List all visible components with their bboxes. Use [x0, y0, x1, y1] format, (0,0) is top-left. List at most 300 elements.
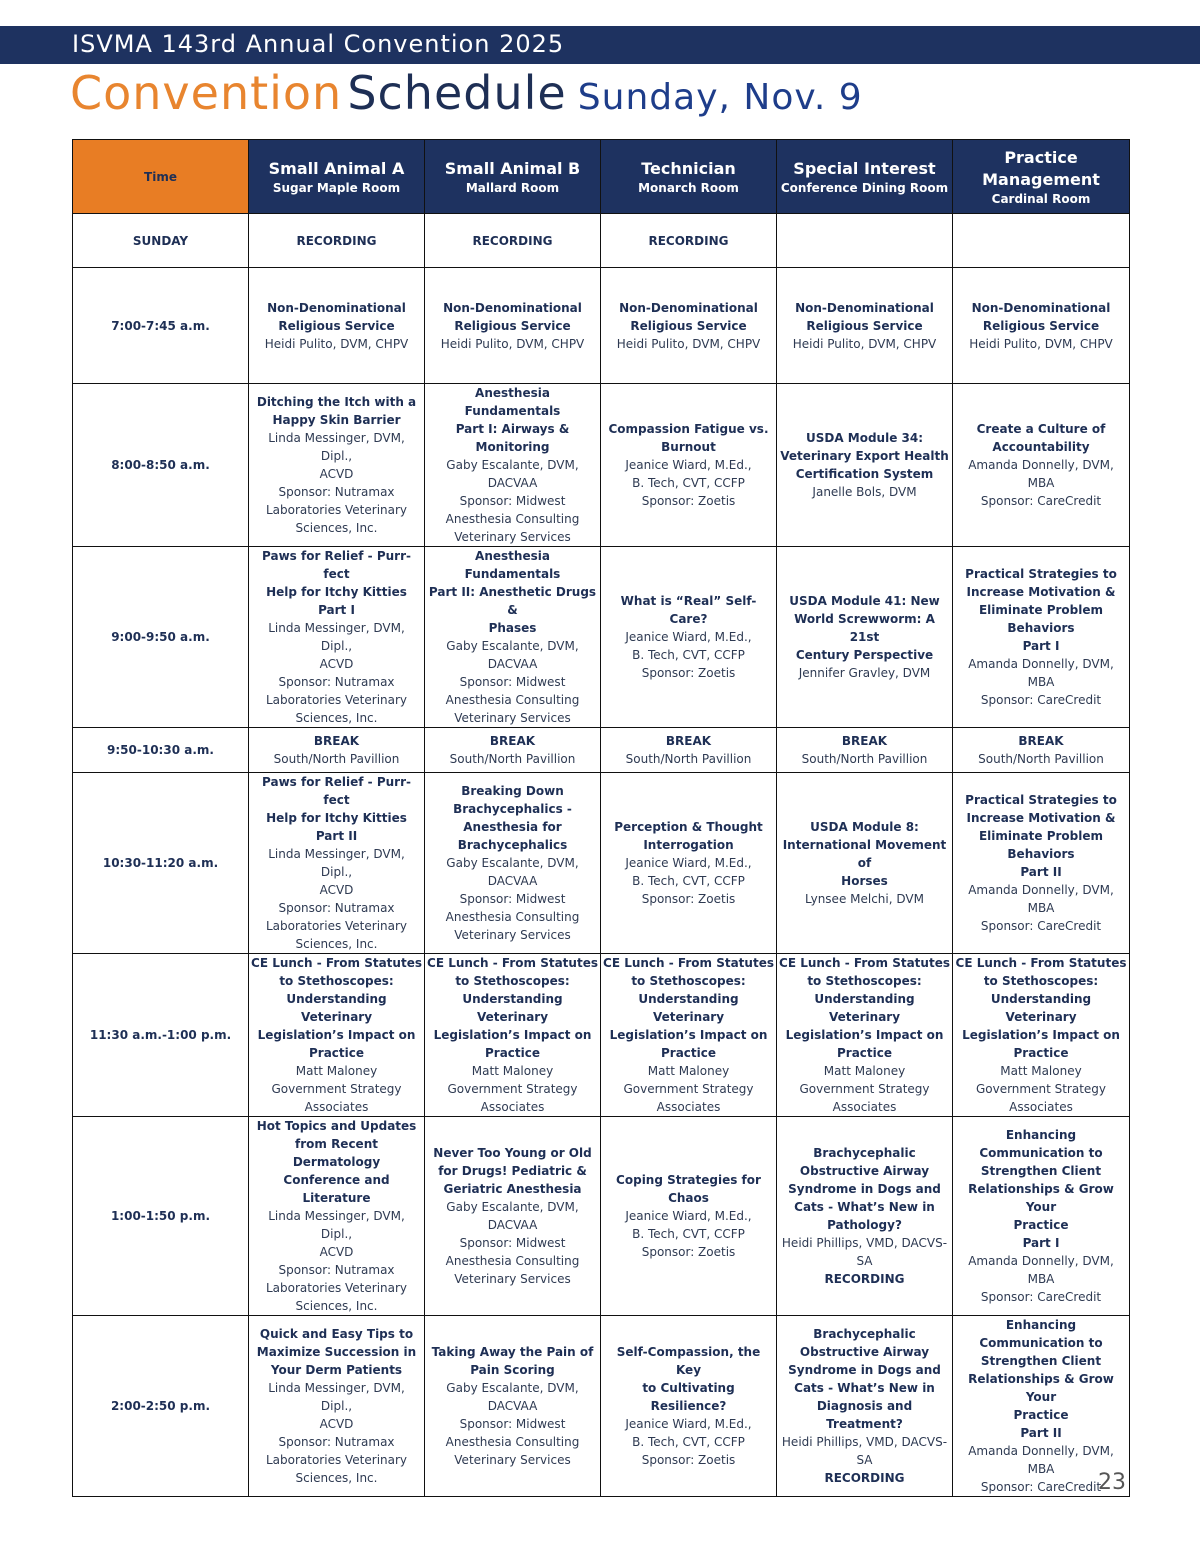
- session-detail-line: Anesthesia Consulting: [445, 910, 580, 924]
- session-detail-line: Jeanice Wiard, M.Ed.,: [625, 1209, 752, 1223]
- session-title-line: Brachycephalics: [457, 838, 568, 852]
- session-title-line: Non-Denominational: [619, 300, 758, 315]
- recording-cell: [953, 214, 1130, 268]
- session-detail-line: Sciences, Inc.: [295, 1299, 378, 1313]
- session-title-line: Obstructive Airway: [799, 1345, 930, 1359]
- time-slot: 7:00-7:45 a.m.: [73, 268, 249, 384]
- session-title-line: Part I: [1022, 639, 1060, 653]
- session-cell: [777, 954, 953, 1117]
- session-detail-line: Associates: [1009, 1100, 1073, 1114]
- session-cell: [601, 268, 777, 384]
- session-cell: [777, 1117, 953, 1316]
- day-row: [73, 214, 1130, 268]
- session-cell: [425, 1117, 601, 1316]
- session-detail-line: Sciences, Inc.: [295, 521, 378, 535]
- time-slot: 9:00-9:50 a.m.: [73, 547, 249, 728]
- session-cell: [601, 1316, 777, 1497]
- session-detail-line: Laboratories Veterinary: [265, 503, 408, 517]
- session-title-line: What is “Real” Self-Care?: [620, 594, 757, 626]
- session-title-line: USDA Module 8:: [810, 820, 919, 834]
- room-location: Conference Dining Room: [780, 180, 949, 195]
- session-title-line: Compassion Fatigue vs.: [608, 422, 769, 436]
- session-title-line: Increase Motivation &: [966, 585, 1116, 599]
- session-detail-line: Matt Maloney: [471, 1064, 554, 1078]
- session-title-line: Create a Culture of: [976, 422, 1106, 436]
- session-title-line: International Movement of: [782, 838, 947, 870]
- session-detail-line: Veterinary Services: [454, 711, 571, 725]
- session-detail-line: Veterinary Services: [454, 1453, 571, 1467]
- session-detail-line: Heidi Pulito, DVM, CHPV: [792, 336, 937, 351]
- session-detail-line: South/North Pavillion: [978, 752, 1104, 766]
- session-title-line: Century Perspective: [795, 648, 934, 662]
- session-title-line: CE Lunch - From Statutes: [955, 956, 1127, 970]
- time-slot: 9:50-10:30 a.m.: [73, 728, 249, 773]
- session-detail-line: DACVAA: [487, 476, 538, 490]
- session-detail-line: Laboratories Veterinary: [265, 919, 408, 933]
- session-title-line: Religious Service: [454, 318, 571, 333]
- session-detail-line: DACVAA: [487, 1399, 538, 1413]
- session-title-line: Monitoring: [475, 440, 550, 454]
- schedule-row: [73, 268, 1130, 384]
- session-detail-line: Government Strategy: [799, 1082, 930, 1096]
- session-detail-line: Associates: [832, 1100, 897, 1114]
- schedule-row: [73, 773, 1130, 954]
- session-detail-line: SA: [856, 1453, 873, 1467]
- room-name: Special Interest: [793, 158, 936, 178]
- session-title-line: CE Lunch - From Statutes: [779, 956, 950, 970]
- session-title-line: for Drugs! Pediatric &: [438, 1164, 587, 1178]
- time-slot: 11:30 a.m.-1:00 p.m.: [73, 954, 249, 1117]
- session-title-line: Taking Away the Pain of: [431, 1345, 594, 1359]
- session-title-line: Ditching the Itch with a: [256, 395, 417, 409]
- session-title-line: Eliminate Problem: [978, 829, 1104, 843]
- session-detail-line: Linda Messinger, DVM, Dipl.,: [268, 431, 405, 463]
- session-title-line: Your Derm Patients: [270, 1363, 403, 1377]
- time-column-header: Time: [73, 140, 249, 214]
- session-title-line: Breaking Down: [461, 784, 564, 798]
- session-detail-line: Sponsor: Midwest: [459, 1417, 566, 1431]
- session-detail-line: Sponsor: CareCredit: [980, 494, 1102, 508]
- session-detail-line: Sponsor: Nutramax: [278, 675, 395, 689]
- session-detail-line: ACVD: [319, 1245, 354, 1259]
- session-title-line: CE Lunch - From Statutes: [251, 956, 422, 970]
- session-cell: [249, 954, 425, 1117]
- session-title-line: CE Lunch - From Statutes: [603, 956, 774, 970]
- session-title-line: to Cultivating Resilience?: [642, 1381, 735, 1413]
- session-detail-line: Heidi Phillips, VMD, DACVS-: [781, 1435, 948, 1449]
- session-title-line: Anesthesia Fundamentals: [464, 386, 561, 418]
- schedule-row: [73, 547, 1130, 728]
- session-cell: [249, 1316, 425, 1497]
- recording-cell: RECORDING: [425, 214, 601, 268]
- session-title-line: Phases: [488, 621, 537, 635]
- session-title-line: Never Too Young or Old: [433, 1146, 592, 1160]
- time-slot: 8:00-8:50 a.m.: [73, 384, 249, 547]
- session-title-line: Part II: [1020, 1426, 1062, 1440]
- session-detail-line: Matt Maloney: [1000, 1064, 1082, 1078]
- session-title-line: Legislation’s Impact on: [257, 1028, 416, 1042]
- session-title-line: Practical Strategies to: [965, 567, 1117, 581]
- session-title-line: Part II: [1020, 865, 1062, 879]
- session-detail-line: Government Strategy: [271, 1082, 402, 1096]
- session-detail-line: Amanda Donnelly, DVM,: [968, 458, 1114, 472]
- session-detail-line: DACVAA: [487, 874, 538, 888]
- session-detail-line: DACVAA: [487, 1218, 538, 1232]
- page-number: 23: [1098, 1470, 1126, 1495]
- session-detail-line: Gaby Escalante, DVM,: [446, 856, 579, 870]
- room-name: Small Animal A: [268, 158, 405, 178]
- schedule-row: [73, 1117, 1130, 1316]
- session-title-line: Non-Denominational: [267, 300, 406, 315]
- session-title-line: Horses: [841, 874, 888, 888]
- session-detail-line: Sponsor: Zoetis: [641, 1245, 736, 1259]
- session-title-line: Anesthesia Fundamentals: [464, 549, 561, 581]
- session-cell: [601, 1117, 777, 1316]
- session-detail-line: Sponsor: CareCredit: [980, 1290, 1102, 1304]
- time-slot: 2:00-2:50 p.m.: [73, 1316, 249, 1497]
- session-cell: [601, 547, 777, 728]
- session-detail-line: Laboratories Veterinary: [265, 1453, 408, 1467]
- session-cell: [777, 728, 953, 773]
- session-detail-line: B. Tech, CVT, CCFP: [632, 476, 745, 490]
- session-detail-line: Jeanice Wiard, M.Ed.,: [625, 1417, 752, 1431]
- session-cell: [777, 268, 953, 384]
- session-title-line: Self-Compassion, the Key: [616, 1345, 761, 1377]
- session-detail-line: Jeanice Wiard, M.Ed.,: [625, 630, 752, 644]
- session-title-line: Practice: [1013, 1408, 1069, 1422]
- session-title-line: Diagnosis and Treatment?: [816, 1399, 913, 1431]
- session-detail-line: Linda Messinger, DVM, Dipl.,: [268, 621, 405, 653]
- session-cell: [777, 1316, 953, 1497]
- session-title-line: to Stethoscopes:: [807, 974, 922, 988]
- session-detail-line: Sciences, Inc.: [295, 1471, 378, 1485]
- session-detail-line: Sponsor: Midwest: [459, 494, 566, 508]
- session-detail-line: Sponsor: Zoetis: [641, 666, 736, 680]
- session-title-line: Brachycephalics -: [453, 802, 572, 816]
- session-cell: [425, 773, 601, 954]
- session-detail-line: Linda Messinger, DVM, Dipl.,: [268, 847, 405, 879]
- session-cell: [425, 268, 601, 384]
- session-detail-line: ACVD: [319, 1417, 354, 1431]
- session-title-line: Geriatric Anesthesia: [443, 1182, 582, 1196]
- session-detail-line: Laboratories Veterinary: [265, 1281, 408, 1295]
- session-title-line: Understanding Veterinary: [638, 992, 739, 1024]
- session-title-line: Obstructive Airway: [799, 1164, 930, 1178]
- session-title-line: to Stethoscopes:: [631, 974, 746, 988]
- session-title-line: Legislation’s Impact on: [433, 1028, 592, 1042]
- room-header-practice-management: [953, 140, 1130, 214]
- session-title-line: Strengthen Client: [980, 1164, 1102, 1178]
- session-cell: [953, 384, 1130, 547]
- session-detail-line: Heidi Pulito, DVM, CHPV: [969, 336, 1113, 351]
- session-title-line: Interrogation: [643, 838, 734, 852]
- session-title-line: Cats - What’s New in: [794, 1381, 935, 1395]
- session-cell: [249, 384, 425, 547]
- time-slot: 1:00-1:50 p.m.: [73, 1117, 249, 1316]
- recording-label: RECORDING: [824, 1272, 905, 1286]
- day-label: SUNDAY: [73, 214, 249, 268]
- session-title-line: Practice: [308, 1046, 365, 1060]
- session-title-line: Religious Service: [806, 318, 923, 333]
- session-detail-line: Sponsor: Midwest: [459, 675, 566, 689]
- session-title-line: Syndrome in Dogs and: [788, 1182, 941, 1196]
- session-detail-line: MBA: [1027, 1462, 1055, 1476]
- session-cell: [777, 384, 953, 547]
- session-detail-line: Heidi Pulito, DVM, CHPV: [616, 336, 761, 351]
- session-cell: [953, 773, 1130, 954]
- session-title-line: Part I: [318, 603, 355, 617]
- session-title-line: Behaviors: [1007, 847, 1075, 861]
- session-cell: [249, 728, 425, 773]
- session-detail-line: Veterinary Services: [454, 1272, 571, 1286]
- session-title-line: Part II: [315, 829, 358, 843]
- session-title-line: Non-Denominational: [971, 300, 1111, 315]
- session-title-line: USDA Module 34:: [805, 431, 924, 445]
- session-cell: [953, 954, 1130, 1117]
- session-detail-line: Linda Messinger, DVM, Dipl.,: [268, 1381, 405, 1413]
- heading-schedule: Schedule: [347, 66, 567, 120]
- session-detail-line: Matt Maloney: [647, 1064, 730, 1078]
- session-cell: [425, 728, 601, 773]
- session-title-line: Practical Strategies to: [965, 793, 1117, 807]
- session-detail-line: ACVD: [319, 657, 354, 671]
- session-detail-line: MBA: [1027, 1272, 1055, 1286]
- session-detail-line: Sponsor: Nutramax: [278, 1263, 395, 1277]
- session-title-line: Communication to: [979, 1336, 1103, 1350]
- session-title-line: Religious Service: [982, 318, 1100, 333]
- session-cell: [425, 1316, 601, 1497]
- session-title-line: Part I: [1022, 1236, 1060, 1250]
- session-detail-line: Sponsor: Nutramax: [278, 485, 395, 499]
- session-detail-line: Amanda Donnelly, DVM,: [968, 883, 1114, 897]
- room-name: Practice Management: [982, 147, 1100, 189]
- session-detail-line: South/North Pavillion: [801, 752, 928, 766]
- room-header-special-interest: [777, 140, 953, 214]
- session-detail-line: DACVAA: [487, 657, 538, 671]
- session-title-line: Pain Scoring: [470, 1363, 555, 1377]
- session-detail-line: MBA: [1027, 901, 1055, 915]
- session-cell: [425, 384, 601, 547]
- session-detail-line: B. Tech, CVT, CCFP: [632, 1435, 745, 1449]
- session-title-line: USDA Module 41: New: [789, 594, 940, 608]
- session-title-line: Communication to: [979, 1146, 1103, 1160]
- session-detail-line: B. Tech, CVT, CCFP: [632, 1227, 745, 1241]
- session-detail-line: Anesthesia Consulting: [445, 1435, 580, 1449]
- session-title-line: Relationships & Grow Your: [968, 1372, 1114, 1404]
- session-title-line: to Stethoscopes:: [279, 974, 394, 988]
- session-cell: [953, 1117, 1130, 1316]
- session-detail-line: Sponsor: Zoetis: [641, 892, 736, 906]
- session-title-line: Strengthen Client: [980, 1354, 1102, 1368]
- session-title-line: CE Lunch - From Statutes: [427, 956, 598, 970]
- session-title-line: Non-Denominational: [443, 300, 582, 315]
- session-title-line: Happy Skin Barrier: [272, 413, 401, 427]
- session-cell: [425, 954, 601, 1117]
- session-title-line: Relationships & Grow Your: [968, 1182, 1114, 1214]
- session-detail-line: Sponsor: Nutramax: [278, 901, 395, 915]
- session-title-line: Help for Itchy Kitties: [266, 585, 407, 599]
- session-cell: [249, 773, 425, 954]
- session-title-line: Practice: [660, 1046, 717, 1060]
- session-detail-line: MBA: [1027, 675, 1055, 689]
- session-title-line: World Screwworm: A 21st: [794, 612, 935, 644]
- session-detail-line: Jennifer Gravley, DVM: [798, 666, 931, 680]
- header-row: [73, 140, 1130, 214]
- session-title-line: to Stethoscopes:: [983, 974, 1099, 988]
- recording-label: RECORDING: [824, 1471, 905, 1485]
- session-title-line: Legislation’s Impact on: [962, 1028, 1120, 1042]
- schedule-table: [72, 139, 1130, 1497]
- session-detail-line: Government Strategy: [447, 1082, 578, 1096]
- session-detail-line: South/North Pavillion: [625, 752, 752, 766]
- session-title-line: Pathology?: [827, 1218, 902, 1232]
- session-detail-line: Sponsor: Zoetis: [641, 494, 736, 508]
- session-detail-line: Heidi Pulito, DVM, CHPV: [264, 336, 409, 351]
- room-header-small-animal-b: [425, 140, 601, 214]
- session-title-line: Practice: [836, 1046, 893, 1060]
- session-title-line: BREAK: [489, 734, 536, 748]
- session-detail-line: Veterinary Services: [454, 530, 571, 544]
- session-detail-line: Matt Maloney: [295, 1064, 378, 1078]
- room-location: Cardinal Room: [991, 191, 1091, 206]
- session-cell: [249, 1117, 425, 1316]
- session-detail-line: Jeanice Wiard, M.Ed.,: [625, 458, 752, 472]
- session-detail-line: Associates: [480, 1100, 545, 1114]
- session-title-line: Understanding Veterinary: [814, 992, 915, 1024]
- session-cell: [601, 384, 777, 547]
- schedule-row: [73, 954, 1130, 1117]
- session-detail-line: Sponsor: Midwest: [459, 892, 566, 906]
- session-title-line: BREAK: [665, 734, 712, 748]
- room-location: Sugar Maple Room: [272, 180, 401, 195]
- session-cell: [777, 547, 953, 728]
- session-detail-line: Matt Maloney: [823, 1064, 906, 1078]
- session-title-line: Paws for Relief - Purr-fect: [262, 775, 411, 807]
- page-heading: [70, 66, 863, 126]
- session-cell: [425, 547, 601, 728]
- session-title-line: Enhancing: [1005, 1318, 1077, 1332]
- session-title-line: Maximize Succession in: [256, 1345, 417, 1359]
- room-header-technician: [601, 140, 777, 214]
- session-title-line: Accountability: [992, 440, 1090, 454]
- session-title-line: Increase Motivation &: [966, 811, 1116, 825]
- session-title-line: Hot Topics and Updates: [256, 1119, 417, 1133]
- session-detail-line: MBA: [1027, 476, 1055, 490]
- room-name: Technician: [641, 158, 736, 178]
- session-title-line: Certification System: [795, 467, 934, 481]
- session-detail-line: Heidi Pulito, DVM, CHPV: [440, 336, 585, 351]
- session-title-line: Quick and Easy Tips to: [259, 1327, 414, 1341]
- session-detail-line: Government Strategy: [623, 1082, 754, 1096]
- session-detail-line: Sponsor: CareCredit: [980, 919, 1102, 933]
- session-title-line: Coping Strategies for: [616, 1173, 761, 1187]
- session-detail-line: SA: [856, 1254, 873, 1268]
- heading-date: Sunday, Nov. 9: [577, 77, 863, 118]
- session-detail-line: Amanda Donnelly, DVM,: [968, 1444, 1114, 1458]
- session-detail-line: Sciences, Inc.: [295, 711, 378, 725]
- session-title-line: Cats - What’s New in: [794, 1200, 935, 1214]
- schedule-row: [73, 1316, 1130, 1497]
- top-banner: [0, 26, 1200, 64]
- session-detail-line: Janelle Bols, DVM: [812, 485, 917, 499]
- session-title-line: Perception & Thought: [614, 820, 763, 834]
- session-detail-line: Laboratories Veterinary: [265, 693, 408, 707]
- session-detail-line: Amanda Donnelly, DVM,: [968, 1254, 1114, 1268]
- session-title-line: BREAK: [841, 734, 888, 748]
- session-detail-line: Heidi Phillips, VMD, DACVS-: [781, 1236, 948, 1250]
- session-detail-line: Sciences, Inc.: [295, 937, 378, 951]
- session-detail-line: Sponsor: Midwest: [459, 1236, 566, 1250]
- session-cell: [953, 728, 1130, 773]
- session-detail-line: Gaby Escalante, DVM,: [446, 1200, 579, 1214]
- session-title-line: BREAK: [313, 734, 360, 748]
- session-detail-line: Gaby Escalante, DVM,: [446, 458, 579, 472]
- session-cell: [953, 268, 1130, 384]
- session-title-line: Conference and Literature: [283, 1173, 390, 1205]
- session-title-line: Legislation’s Impact on: [609, 1028, 768, 1042]
- room-name: Small Animal B: [444, 158, 581, 178]
- session-title-line: Practice: [1013, 1218, 1069, 1232]
- session-detail-line: Sponsor: Nutramax: [278, 1435, 395, 1449]
- session-detail-line: Anesthesia Consulting: [445, 512, 580, 526]
- session-detail-line: Anesthesia Consulting: [445, 693, 580, 707]
- session-detail-line: B. Tech, CVT, CCFP: [632, 874, 745, 888]
- session-title-line: Part II: Anesthetic Drugs &: [428, 585, 597, 617]
- room-location: Mallard Room: [465, 180, 560, 195]
- session-detail-line: Associates: [656, 1100, 721, 1114]
- session-title-line: Legislation’s Impact on: [785, 1028, 944, 1042]
- time-slot: 10:30-11:20 a.m.: [73, 773, 249, 954]
- session-cell: [249, 268, 425, 384]
- session-title-line: Practice: [484, 1046, 541, 1060]
- session-title-line: Understanding Veterinary: [990, 992, 1092, 1024]
- session-detail-line: Jeanice Wiard, M.Ed.,: [625, 856, 752, 870]
- session-detail-line: Lynsee Melchi, DVM: [805, 892, 924, 906]
- room-location: Monarch Room: [638, 180, 739, 195]
- session-title-line: BREAK: [1018, 734, 1064, 748]
- session-detail-line: ACVD: [319, 883, 354, 897]
- session-cell: [601, 728, 777, 773]
- session-title-line: Religious Service: [630, 318, 747, 333]
- session-detail-line: Sponsor: CareCredit: [980, 693, 1102, 707]
- session-cell: [601, 773, 777, 954]
- session-detail-line: Associates: [304, 1100, 369, 1114]
- session-title-line: Anesthesia for: [463, 820, 562, 834]
- session-detail-line: B. Tech, CVT, CCFP: [632, 648, 745, 662]
- session-detail-line: Gaby Escalante, DVM,: [446, 1381, 579, 1395]
- session-title-line: Burnout: [661, 440, 716, 454]
- session-detail-line: South/North Pavillion: [449, 752, 576, 766]
- schedule-row: [73, 384, 1130, 547]
- session-title-line: Chaos: [668, 1191, 709, 1205]
- session-title-line: from Recent Dermatology: [292, 1137, 381, 1169]
- schedule-row: [73, 728, 1130, 773]
- room-header-small-animal-a: [249, 140, 425, 214]
- session-title-line: Part I: Airways &: [455, 422, 570, 436]
- session-title-line: Paws for Relief - Purr-fect: [262, 549, 411, 581]
- session-title-line: Brachycephalic: [813, 1327, 916, 1341]
- recording-cell: RECORDING: [601, 214, 777, 268]
- session-cell: [777, 773, 953, 954]
- session-detail-line: Sponsor: CareCredit: [980, 1480, 1102, 1494]
- session-cell: [601, 954, 777, 1117]
- session-title-line: Brachycephalic: [813, 1146, 916, 1160]
- session-title-line: Understanding Veterinary: [286, 992, 387, 1024]
- session-detail-line: Linda Messinger, DVM, Dipl.,: [268, 1209, 405, 1241]
- session-detail-line: South/North Pavillion: [273, 752, 400, 766]
- session-title-line: Practice: [1013, 1046, 1069, 1060]
- session-detail-line: Gaby Escalante, DVM,: [446, 639, 579, 653]
